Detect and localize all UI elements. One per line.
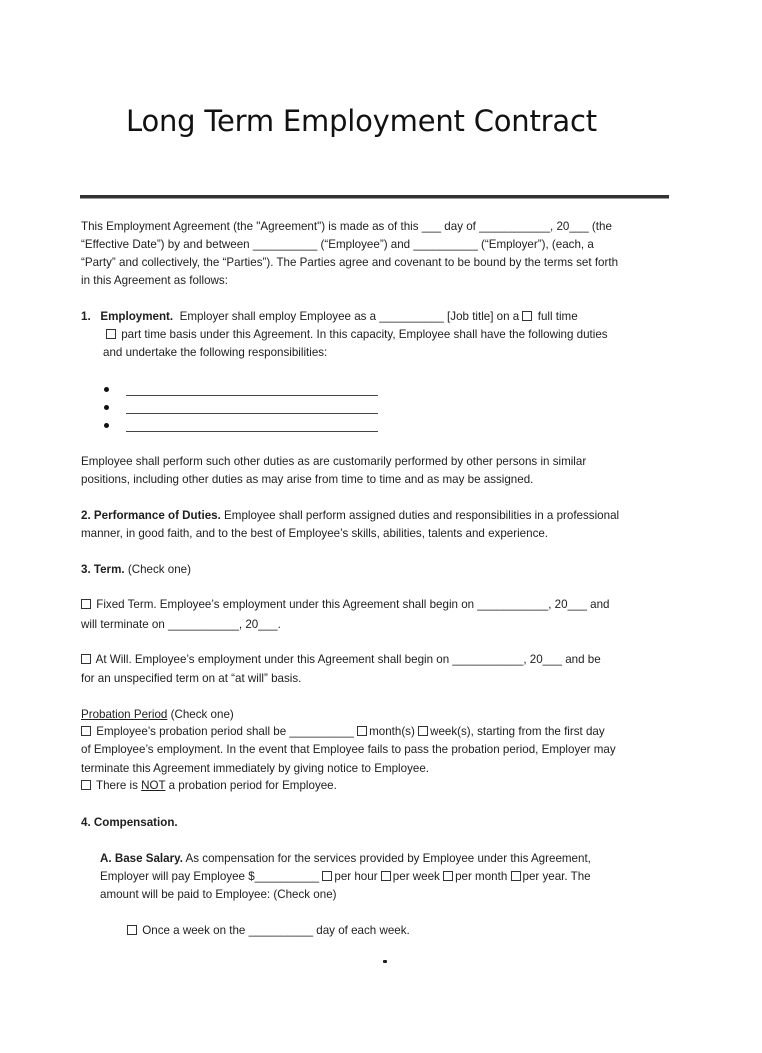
per-year-checkbox[interactable] [511,871,521,881]
section-2-line-1 [81,509,619,523]
intro-line-2: “Effective Date”) by and between __________ (“Employee”) and __________ (“Employer”), (each, a [81,238,594,251]
section-1-heading: Employment. [100,310,174,323]
pay-amount-text: Employer will pay Employee $__________ [100,870,320,883]
weeks-checkbox[interactable] [418,726,428,736]
base-salary-line-1 [100,852,591,866]
fixed-term-line-2: will terminate on ___________, 20___. [81,618,281,631]
probation-period-text: Employee’s probation period shall be __________ [96,725,354,738]
title-divider [80,195,669,198]
duty-blank-line[interactable] [126,431,378,432]
duty-blank-line[interactable] [126,413,378,414]
probation-line-2: of Employee’s employment. In the event that Employee fails to pass the probation period, Employer may [81,743,616,756]
per-week-checkbox[interactable] [381,871,391,881]
section-4-heading [81,816,178,830]
section-1-line-2 [106,328,608,342]
duty-bullet [104,405,109,410]
fixed-term-line-1 [81,598,609,612]
per-month-checkbox[interactable] [443,871,453,881]
section-2-text: Employee shall perform assigned duties and responsibilities in a professional [224,509,620,522]
section-3-heading: 3. Term. [81,563,125,576]
other-duties-line-2: positions, including other duties as may arise from time to time and as may be assigned. [81,473,534,486]
probation-line-1 [81,725,605,739]
part-time-checkbox[interactable] [106,329,116,339]
base-salary-heading: A. Base Salary. [100,852,183,865]
section-2-line-2: manner, in good faith, and to the best of Employee’s skills, abilities, talents and experience. [81,527,549,540]
weekly-pay-text: Once a week on the __________ day of each week. [142,924,410,937]
section-3-check-note: (Check one) [127,563,191,576]
probation-period-checkbox[interactable] [81,726,91,736]
weekly-pay-checkbox[interactable] [127,925,137,935]
base-salary-line-2 [100,870,591,884]
no-probation-pre: There is [96,779,138,792]
per-year-label: per year. The [522,870,591,883]
base-salary-line-3: amount will be paid to Employee: (Check one) [100,888,337,901]
no-probation-line [81,779,337,793]
probation-heading: Probation Period [81,708,168,721]
full-time-checkbox[interactable] [522,311,532,321]
per-hour-label: per hour [334,870,378,883]
probation-check-note: (Check one) [170,708,234,721]
section-1-text: Employer shall employ Employee as a __________ [Job title] on a [179,310,520,323]
at-will-line-1 [81,653,601,667]
duty-bullet [104,387,109,392]
no-probation-not: NOT [141,779,166,792]
other-duties-line-1: Employee shall perform such other duties as are customarily performed by other persons in similar [81,455,587,468]
intro-line-4: in this Agreement as follows: [81,274,228,287]
per-week-label: per week [392,870,440,883]
part-time-text: part time basis under this Agreement. In this capacity, Employee shall have the following duties [121,328,608,341]
duty-blank-line[interactable] [126,395,378,396]
per-month-label: per month [455,870,508,883]
at-will-text: At Will. Employee’s employment under this Agreement shall begin on ___________, 20___ and be [95,653,601,666]
base-salary-text: As compensation for the services provided by Employee under this Agreement, [185,852,591,865]
fixed-term-checkbox[interactable] [81,599,91,609]
probation-line-3: terminate this Agreement immediately by giving notice to Employee. [81,762,429,775]
probation-heading-line [81,708,234,722]
duty-bullet [104,423,109,428]
section-1-number: 1. [81,310,91,323]
at-will-line-2: for an unspecified term on at “at will” basis. [81,672,302,685]
fixed-term-text: Fixed Term. Employee’s employment under this Agreement shall begin on ___________, 20___ and [96,598,610,611]
no-probation-post: a probation period for Employee. [168,779,337,792]
months-checkbox[interactable] [357,726,367,736]
section-4-heading-text: 4. Compensation. [81,816,178,829]
intro-line-3: “Party” and collectively, the “Parties”). The Parties agree and covenant to be bound by the terms set forth [81,256,619,269]
section-3-heading-line [81,563,191,577]
section-2-heading: 2. Performance of Duties. [81,509,221,522]
intro-line-1: This Employment Agreement (the "Agreement") is made as of this ___ day of ___________, 20___ (the [81,220,612,233]
document-title: Long Term Employment Contract [126,104,597,138]
section-1-line-1 [81,310,578,324]
no-probation-checkbox[interactable] [81,780,91,790]
months-label: month(s) [369,725,415,738]
stray-mark [383,960,387,963]
weeks-label: week(s), starting from the first day [430,725,605,738]
at-will-checkbox[interactable] [81,654,91,664]
section-1-line-3: and undertake the following responsibilities: [103,346,328,359]
full-time-label: full time [537,310,578,323]
per-hour-checkbox[interactable] [322,871,332,881]
weekly-pay-line [127,924,410,938]
